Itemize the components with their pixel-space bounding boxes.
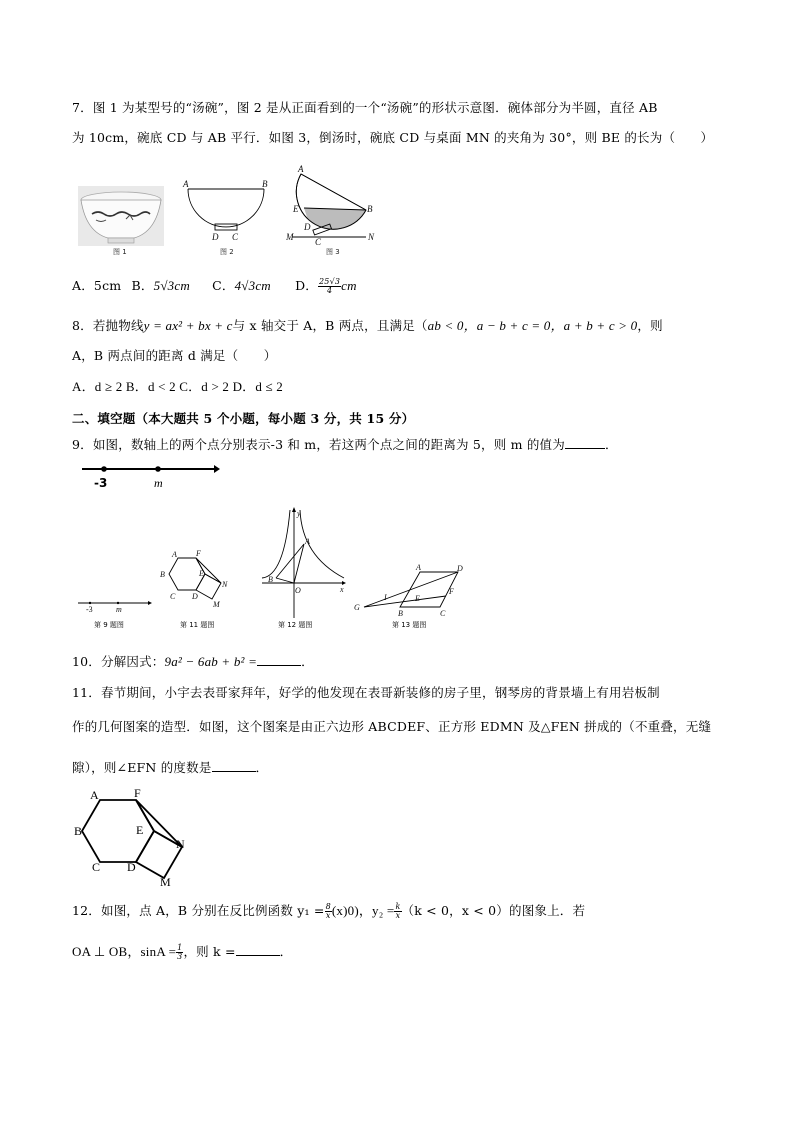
q7-option-a: A．5cm	[72, 278, 122, 293]
q7-option-d-denominator: 4	[326, 286, 333, 295]
q12-y1-fraction	[325, 903, 332, 920]
q11-fig-A: A	[90, 788, 99, 802]
q8-stem-a: 8．若抛物线	[72, 318, 144, 333]
q11-line3: 隙），则∠EFN 的度数是	[72, 760, 212, 775]
q12-line1-a: 12．如图，点 A，B 分别在反比例函数 y₁ =	[72, 903, 325, 918]
fig3-label-c: C	[315, 237, 322, 247]
q8-stem-c: ，则	[637, 318, 663, 333]
fig11s-F: F	[196, 549, 201, 558]
fig11s-E: E	[199, 569, 204, 578]
q11-fig-E: E	[136, 823, 144, 837]
q10-line	[72, 653, 314, 671]
q7-line2: 为 10cm，碗底 CD 与 AB 平行．如图 3，倒汤时，碗底 CD 与桌面 MN 的夹角为 30°，则 BE 的长为（ ）	[72, 130, 714, 145]
q9-label-m: m	[154, 476, 163, 490]
q12-answer-blank	[236, 943, 280, 956]
q8-options: A．d ≥ 2 B．d < 2 C．d > 2 D．d ≤ 2	[72, 379, 284, 394]
fig11s-A: A	[172, 550, 177, 559]
fig13-F: F	[449, 587, 454, 596]
fig11-small	[160, 549, 228, 609]
q9-line	[72, 436, 618, 454]
q8-line1	[72, 317, 663, 335]
fig3-label-b: B	[367, 204, 373, 214]
q11-answer-blank	[212, 759, 256, 772]
fig3-label-n: N	[368, 232, 375, 242]
fig11s-B: B	[160, 570, 165, 579]
fig13-B: B	[398, 609, 403, 618]
q8-line2: A，B 两点间的距离 d 满足（ ）	[72, 348, 277, 363]
q11-fig-D: D	[127, 860, 136, 874]
section-2-title: 二、填空题（本大题共 5 个小题，每小题 3 分，共 15 分）	[72, 411, 415, 426]
q7-option-b: 5√3cm	[153, 278, 190, 293]
fig12-small	[262, 507, 346, 618]
q9-label-minus3: -3	[94, 476, 108, 490]
q11-line3-wrap	[72, 759, 268, 777]
fig2-label-c: C	[232, 232, 239, 242]
fig11s-D: D	[192, 592, 198, 601]
q7-option-c: 4√3cm	[234, 278, 271, 293]
q7-option-d-fraction	[318, 278, 341, 295]
q12-line2-b: ，则 k =	[183, 944, 236, 959]
q11-end: ．	[255, 760, 269, 775]
q12-line1-b: (x)0)，y₂ =	[331, 903, 395, 918]
fig3-label-d: D	[304, 222, 311, 232]
bowl-diagram-fig2	[180, 178, 272, 250]
q7-option-b-prefix: B．	[131, 278, 154, 293]
q10-end: ．	[301, 654, 314, 669]
fig3-label-a: A	[298, 164, 304, 174]
q12-sin-num: 1	[177, 943, 183, 952]
q10-answer-blank	[257, 653, 301, 666]
q7-option-d-prefix: D．	[295, 278, 318, 293]
bowl-photo-figure	[78, 186, 164, 246]
fig2-caption: 图 2	[220, 248, 234, 256]
fig12-A: A	[305, 537, 310, 546]
fig2-label-d: D	[212, 232, 219, 242]
fig3-label-m: M	[286, 232, 294, 242]
caption-fig12: 第 12 题图	[278, 621, 313, 629]
fig2-label-b: B	[262, 179, 268, 189]
q11-fig-B: B	[74, 824, 83, 838]
q12-sin-den: 3	[177, 952, 183, 961]
fig3-caption: 图 3	[326, 248, 340, 256]
q7-option-d-numerator: 25√3	[319, 277, 341, 286]
q7-options	[72, 277, 357, 295]
caption-fig13: 第 13 题图	[392, 621, 427, 629]
q12-y2-num: k	[395, 902, 401, 911]
q12-y1-den: x	[325, 911, 331, 920]
figure-row	[72, 506, 472, 632]
fig13-C: C	[440, 609, 446, 618]
q10-text: 10．分解因式：	[72, 654, 165, 669]
q12-y1-num: 8	[325, 902, 331, 911]
q10-expression: 9a² − 6ab + b² =	[164, 654, 258, 669]
fig13-G: G	[354, 603, 360, 612]
q12-line2	[72, 943, 292, 961]
fig9s-label-m: m	[116, 605, 122, 614]
q7-line1: 7．图 1 为某型号的“汤碗”，图 2 是从正面看到的一个“汤碗”的形状示意图．碗体部分为半圆，直径 AB	[72, 100, 658, 115]
fig13-small	[354, 563, 463, 618]
fig13-I: I	[384, 593, 387, 602]
q7-option-c-prefix: C．	[212, 278, 235, 293]
q11-fig-C: C	[92, 860, 101, 874]
q11-line1: 11．春节期间，小宇去表哥家拜年，好学的他发现在表哥新装修的房子里，钢琴房的背景墙上有用岩板制	[72, 685, 660, 700]
caption-fig9: 第 9 题图	[94, 621, 124, 629]
tilted-bowl-fig3	[286, 164, 378, 248]
fig13-D: D	[457, 564, 463, 573]
caption-fig11: 第 11 题图	[180, 621, 215, 629]
q11-figure	[74, 788, 186, 888]
q9-text: 9．如图，数轴上的两个点分别表示-3 和 m，若这两个点之间的距离为 5，则 m 的值为	[72, 437, 565, 452]
fig12-O: O	[295, 586, 301, 595]
q11-line2: 作的几何图案的造型．如图，这个图案是由正六边形 ABCDEF、正方形 EDMN 及△FEN 拼成的（不重叠，无缝	[72, 719, 712, 734]
q8-condition: ab < 0，a − b + c = 0，a + b + c > 0	[427, 318, 638, 333]
q8-formula: y = ax² + bx + c	[143, 318, 233, 333]
fig12-B: B	[268, 575, 273, 584]
fig11s-N: N	[222, 580, 228, 589]
q9-answer-blank	[565, 436, 605, 449]
fig1-caption: 图 1	[113, 248, 127, 256]
q7-option-d-unit: cm	[341, 278, 357, 293]
q8-stem-b: 与 x 轴交于 A，B 两点，且满足（	[232, 318, 428, 333]
fig11s-C: C	[170, 592, 176, 601]
q11-fig-N: N	[176, 837, 185, 851]
fig13-E: E	[415, 594, 420, 603]
fig3-label-e: E	[293, 204, 299, 214]
q12-line1-c: （k < 0，x < 0）的图象上．若	[401, 903, 586, 918]
q12-line1	[72, 902, 585, 920]
fig9-small	[78, 601, 152, 614]
q12-line2-a: OA ⊥ OB，sinA =	[72, 944, 177, 959]
q12-y2-den: x	[395, 911, 401, 920]
fig13-A: A	[416, 563, 421, 572]
fig11s-M: M	[213, 600, 220, 609]
fig12-x: x	[340, 585, 344, 594]
q11-fig-F: F	[134, 788, 141, 800]
q9-number-line	[80, 458, 220, 490]
q11-fig-M: M	[160, 875, 171, 888]
fig2-label-a: A	[183, 179, 189, 189]
q12-y2-fraction	[394, 903, 401, 920]
q12-end: ．	[279, 944, 293, 959]
q9-end: ．	[604, 437, 618, 452]
fig12-y: y	[297, 509, 301, 518]
fig9s-label-minus3: -3	[86, 605, 93, 614]
